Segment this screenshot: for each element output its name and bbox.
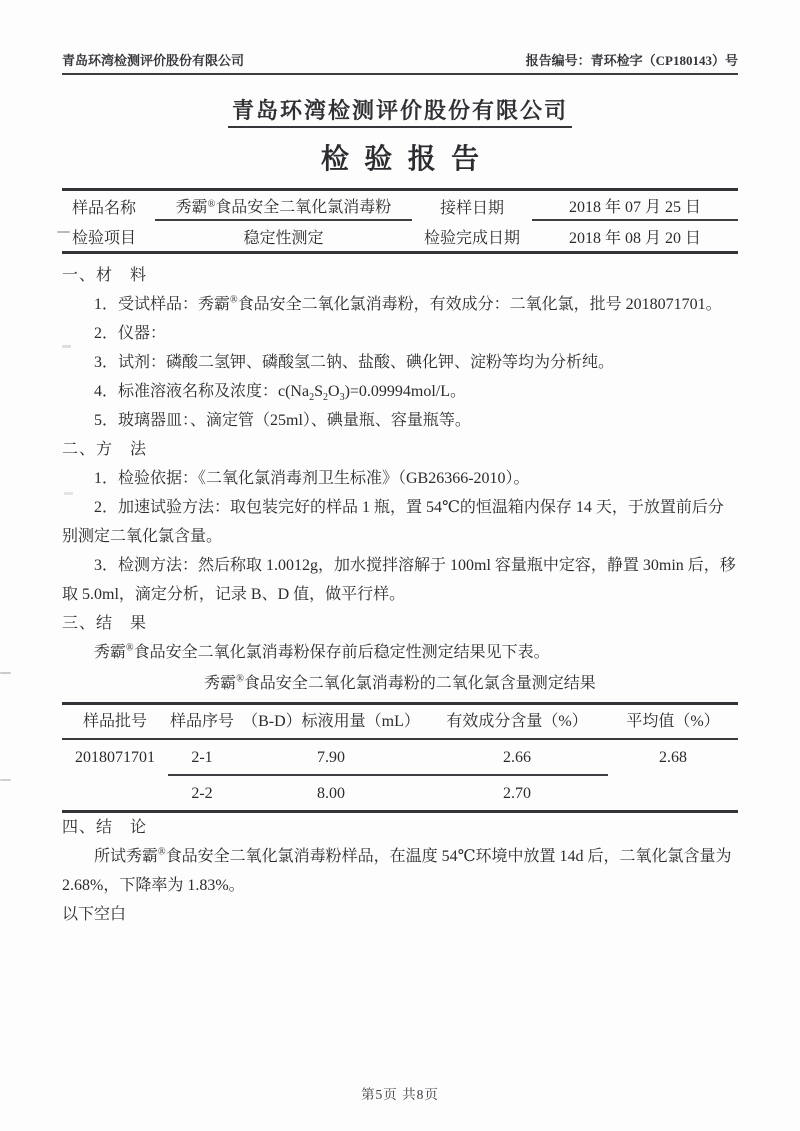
blank-below-note: 以下空白 — [62, 906, 127, 923]
page-header — [62, 0, 738, 75]
sample-info-table — [62, 188, 738, 254]
complete-date-label: 检验完成日期 — [423, 229, 520, 247]
test-item-value: 稳定性测定 — [243, 229, 324, 247]
table-cell-content: 2.70 — [503, 784, 531, 802]
batch-number-cell: 2018071701 — [75, 748, 155, 766]
col-header-seq: 样品序号 — [169, 713, 234, 730]
scan-artifact — [0, 779, 11, 781]
average-value-cell: 2.68 — [659, 748, 687, 766]
company-title-text: 青岛环湾检测评价股份有限公司 — [228, 94, 572, 128]
table-cell-seq: 2-2 — [191, 784, 213, 802]
header-company-name: 青岛环湾检测评价股份有限公司 — [62, 53, 245, 68]
scan-artifact — [57, 231, 70, 233]
materials-item: 4．标准溶液名称及浓度：$c(Na_2S_2O_3)=0.09994mol/L$。 — [94, 383, 467, 404]
result-table — [62, 702, 738, 813]
col-header-volume: （B-D）标液用量（mL） — [242, 713, 420, 730]
conclusion-paragraph: 所试秀霸®食品安全二氧化氯消毒粉样品，在温度 54℃环境中放置 14d 后，二氧化氯含量为 2.68%，下降率为 1.83%。 — [62, 846, 732, 894]
col-header-content: 有效成分含量（%） — [446, 713, 588, 730]
section-heading-methods: 二、方 法 — [62, 441, 148, 458]
table-cell-content: 2.66 — [426, 740, 608, 776]
table-cell-seq: 2-1 — [168, 740, 236, 776]
test-item-label: 检验项目 — [72, 229, 137, 247]
methods-item: 1．检验依据：《二氧化氯消毒剂卫生标准》（GB26366-2010）。 — [94, 470, 530, 487]
materials-item: 2．仪器： — [94, 325, 167, 342]
materials-item: 5．玻璃器皿：、滴定管（25ml）、碘量瓶、容量瓶等。 — [94, 412, 471, 429]
section-heading-results: 三、结 果 — [62, 615, 148, 632]
result-table-body — [62, 740, 738, 810]
page-number: 第5页 共8页 — [361, 1087, 439, 1102]
result-table-header-row — [62, 705, 738, 740]
results-intro: 秀霸®食品安全二氧化氯消毒粉保存前后稳定性测定结果见下表。 — [94, 642, 550, 661]
section-heading-conclusion: 四、结 论 — [62, 819, 148, 836]
report-body — [62, 261, 738, 929]
sample-name-value: 秀霸 ® 食品安全二氧化氯消毒粉 — [155, 191, 412, 221]
col-header-batch: 样品批号 — [82, 713, 147, 730]
scan-artifact — [0, 672, 11, 674]
scan-artifact — [62, 345, 71, 348]
receive-date-value: 2018 年 07 月 25 日 — [532, 191, 738, 221]
methods-item: 2．加速试验方法：取包装完好的样品 1 瓶，置 54℃的恒温箱内保存 14 天，于放置前后分别测定二氧化氯含量。 — [62, 499, 724, 545]
result-table-title: 秀霸®食品安全二氧化氯消毒粉的二氧化氯含量测定结果 — [204, 673, 596, 692]
header-report-number: 报告编号：青环检字（CP180143）号 — [525, 53, 738, 68]
section-heading-materials: 一、材 料 — [62, 267, 148, 284]
table-cell-volume: 8.00 — [317, 784, 345, 802]
table-cell-volume: 7.90 — [236, 740, 426, 776]
receive-date-label: 接样日期 — [439, 199, 504, 217]
col-header-average: 平均值（%） — [626, 713, 720, 730]
report-title: 检验报告 — [320, 144, 495, 175]
company-title — [62, 94, 738, 128]
methods-item: 3．检测方法：然后称取 1.0012g，加水搅拌溶解于 100ml 容量瓶中定容，静置 30min 后，移取 5.0ml，滴定分析，记录 B、D 值，做平行样。 — [62, 557, 736, 603]
materials-item: 1．受试样品：秀霸®食品安全二氧化氯消毒粉，有效成分：二氧化氯，批号 2018071701。 — [94, 294, 722, 313]
sample-name-label: 样品名称 — [72, 199, 137, 217]
scan-artifact — [64, 492, 73, 495]
complete-date-value: 2018 年 08 月 20 日 — [568, 229, 701, 247]
materials-item: 3．试剂：磷酸二氢钾、磷酸氢二钠、盐酸、碘化钾、淀粉等均为分析纯。 — [94, 354, 615, 371]
